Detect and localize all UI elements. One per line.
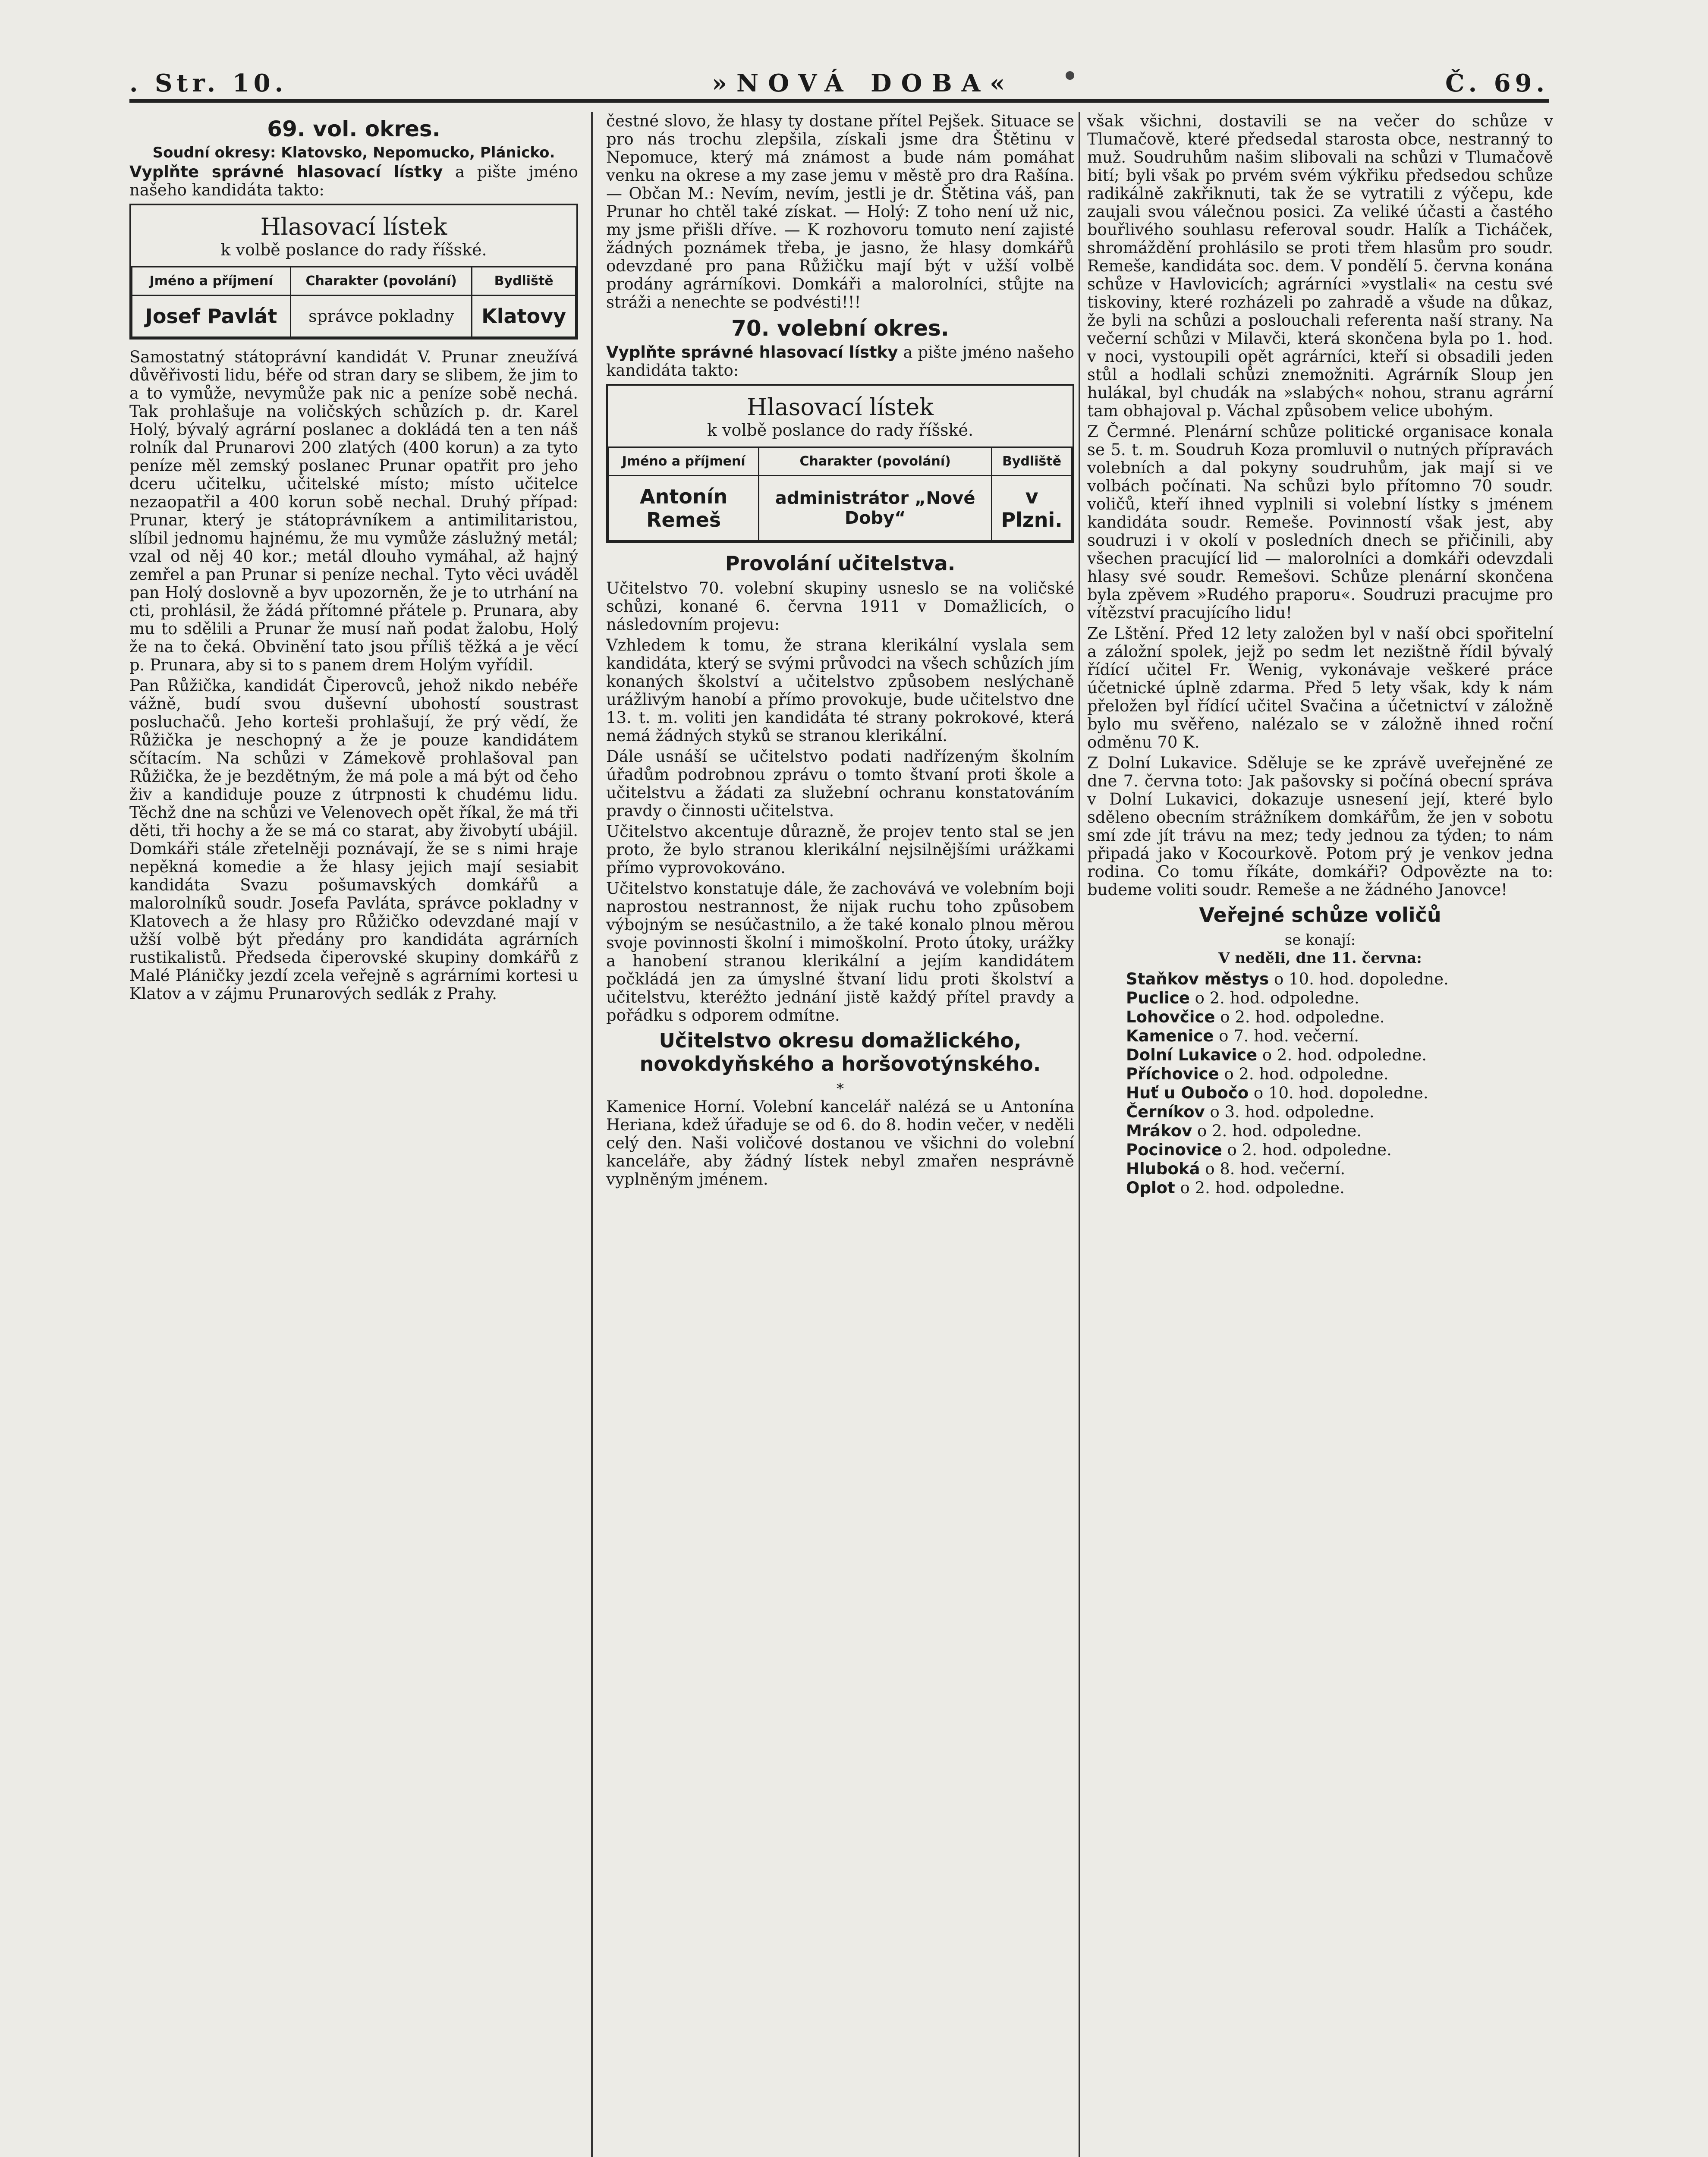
ballot-title: Hlasovací lístek [747,393,934,421]
instruction: Vyplňte správné hlasovací lístky a pište jméno našeho kandidáta takto: [129,163,578,199]
meeting-place: Příchovice [1126,1065,1219,1083]
meeting-time: o 2. hod. odpoledne. [1195,989,1359,1007]
section-heading: Provolání učitelstva. [725,552,956,575]
article-paragraph: Z Dolní Lukavice. Sděluje se ke zprávě uveřejněné ze dne 7. června toto: Jak pašovsky si počíná obecní správa v Dolní Lukavici, dokazuje usnesení její, které bylo sděleno obecním strážníkem domkářům, že jen v sobotu smí zde jít trávu na mez; tedy jednou za týden; to nám připadá jako v Kocourkově. Potom prý je venkov jedna rodina. Co tomu říkáte, domkáři? Odpovězte na to: budeme voliti soudr. Remeše a ne žádného Janovce! [1087,754,1553,899]
article-paragraph: Učitelstvo konstatuje dále, že zachovává ve volebním boji naprostou nestrannost, že nijak ruchu toho způsobem výbojným se nesúčastnilo, a že také konalo plnou měrou svoje povinnosti školní i mimoškolní. Proto útoky, urážky a hanobení stranou klerikální a jejím kandidátem počkládá jen za úmyslné štvaní lidu proti školství a učitelstvu, kteréžto jednání jistě každý přítel pravdy a pořádku s odporem odmítne. [606,879,1074,1025]
meeting-place: Hluboká [1126,1160,1200,1178]
meeting-item [1126,1122,1553,1141]
article-paragraph: Dále usnáší se učitelstvo podati nadřízeným školním úřadům podrobnou zprávu o tomto štvaní proti škole a učitelstvu a žádati za služební ochranu konstatováním pravdy o činnosti učitelstva. [606,747,1074,820]
print-blemish [1066,71,1074,80]
meeting-time: o 2. hod. odpoledne. [1227,1141,1392,1159]
meeting-place: Puclice [1126,989,1190,1007]
ballot-title: Hlasovací lístek [260,213,447,240]
meeting-time: o 10. hod. dopoledne. [1253,1084,1428,1102]
section-heading: Veřejné schůze voličů [1199,903,1441,927]
meeting-item [1126,1008,1553,1027]
meeting-place: Kamenice [1126,1027,1214,1045]
meeting-item [1126,1027,1553,1046]
meeting-place: Huť u Oubočo [1126,1084,1249,1102]
article-paragraph: čestné slovo, že hlasy ty dostane přítel Pejšek. Situace se pro nás trochu zlepšila, získali jsme dra Štětinu v Nepomuce, který má známost a bude nám pomáhat venku na okrese a my zase jemu v městě pro dra Rašína. — Občan M.: Nevím, nevím, jestli je dr. Štětina váš, pan Prunar ho chtěl také získat. — Holý: Z toho není už nic, my jsme přišli dříve. — K rozhovoru tomuto není zajisté žádných poznámek třeba, je jasno, že hlasy domkářů odevzdané pro pana Růžičku mají být v užší volbě prodány agrárníkovi. Domkáři a malorolníci, stůjte na stráži a nenechte se podvésti!!! [606,112,1074,311]
court-districts: Soudní okresy: Klatovsko, Nepomucko, Plánicko. [152,144,555,161]
column-1 [129,112,578,2157]
meeting-time: o 2. hod. odpoledne. [1220,1008,1385,1026]
ballot-subtitle: k volbě poslance do rady říšské. [707,421,974,440]
ballot-table [608,446,1073,541]
article-paragraph: Učitelstvo 70. volební skupiny usneslo se na voličské schůzi, konané 6. června 1911 v Domažlicích, o následovním projevu: [606,579,1074,634]
page-header [129,65,1549,103]
ballot-header-job: Charakter (povolání) [759,447,992,476]
candidate-name: Josef Pavlát [132,296,291,337]
article-paragraph: Z Čermné. Plenární schůze politické organisace konala se 5. t. m. Soudruh Koza promluvil o nutných přípravách volebních a dal pokyny soudruhům, jak mají si ve volbách počínati. Na schůzi bylo přítomno 70 soudr. voličů, kteří ihned vyplnili si volební lístky s jménem kandidáta soudr. Remeše. Povinností však jest, aby soudruzi i v okolí v posledních dnech se přičinili, aby všechen pracující lid — malorolníci a domkáři odevzdali hlasy své soudr. Remešovi. Schůze plenární skončena byla zpěvem »Rudého praporu«. Soudruzi pracujme pro vítězství pracujícího lidu! [1087,422,1553,622]
article-paragraph: Samostatný státoprávní kandidát V. Prunar zneužívá důvěřivosti lidu, béře od stran dary se slibem, že jim to a to vymůže, nevymůže pak nic a peníze sobě nechá. Tak prohlašuje na voličských schůzích p. dr. Karel Holý, bývalý agrární poslanec a dokládá ten a ten náš rolník dal Prunarovi 200 zlatých (400 korun) a za tyto peníze měl zemský poslanec Prunar opatřit pro jeho dceru učitelku, učitelské místo; místo učitelce nezaopatřil a 400 korun sobě nechal. Druhý případ: Prunar, který je státoprávníkem a antimilitaristou, slíbil jednomu hajnému, že mu vymůže záslužný metál; vzal od něj 40 kor.; metál dlouho vymáhal, až hajný zemřel a pan Prunar si peníze nechal. Tyto věci uváděl pan Holý doslovně a byv upozorněn, že je to utrhání na cti, prohlásil, že žádá přítomné přátele p. Prunara, aby mu to sdělili a Prunar že musí naň podat žalobu, Holý že na to čeká. Obvinění tato jsou příliš těžká a je věcí p. Prunara, aby si to s panem drem Holým vyřídil. [129,348,578,674]
column-2 [606,112,1074,2157]
ballot-table [131,266,576,338]
meeting-place: Oplot [1126,1179,1175,1197]
meeting-time: o 2. hod. odpoledne. [1262,1046,1427,1064]
column-rule [591,112,593,2157]
ballot-sample [606,384,1074,543]
meeting-time: o 7. hod. večerní. [1219,1027,1359,1045]
meeting-item [1126,1141,1553,1160]
article-paragraph: Vzhledem k tomu, že strana klerikální vyslala sem kandidáta, který se svými průvodci na všech schůzích jím konaných školství a učitelstvo způsobem neslýchaně urážlivým hanobí a přímo provokuje, bude učitelstvo dne 13. t. m. voliti jen kandidáta té strany pokrokové, která nemá žádných styků se stranou klerikální. [606,636,1074,745]
meeting-place: Dolní Lukavice [1126,1046,1258,1064]
meeting-time: o 3. hod. odpoledne. [1210,1103,1375,1121]
ballot-header-name: Jméno a příjmení [609,447,759,476]
district-heading: 70. volební okres. [731,316,949,341]
meetings-list [1087,970,1553,1198]
meeting-place: Mrákov [1126,1122,1192,1140]
meeting-time: o 2. hod. odpoledne. [1197,1122,1362,1140]
ballot-subtitle: k volbě poslance do rady říšské. [220,240,487,259]
candidate-name: Antonín Remeš [609,476,759,541]
district-heading: 69. vol. okres. [267,116,440,141]
candidate-place: Klatovy [472,296,576,337]
meeting-item [1126,1084,1553,1103]
meeting-time: o 2. hod. odpoledne. [1180,1179,1345,1197]
column-rule [1079,112,1080,2157]
meeting-item [1126,1065,1553,1084]
meeting-item [1126,970,1553,989]
meeting-time: o 10. hod. dopoledne. [1274,970,1449,988]
meeting-place: Černíkov [1126,1103,1205,1121]
article-paragraph: Pan Růžička, kandidát Čiperovců, jehož nikdo nebéře vážně, budí svou duševní ubohostí soustrast posluchačů. Jeho korteši prohlašují, že prý vědí, že Růžička je neschopný a že je pouze kandidátem sčítacím. Na schůzi v Zámekově prohlašoval pan Růžička, že je bezdětným, že má pole a má být od čeho živ a kandiduje pouze z útrpnosti k chudému lidu. Těchž dne na schůzi ve Velenovech opět říkal, že má tři děti, tři hochy a že se má co starat, aby živobytí ubájil. Domkáři stále zřetelněji poznávají, že se s nimi hraje nepěkná komedie a že hlasy jejich mají sesiabit kandidáta Svazu pošumavských domkářů a malorolníků soudr. Josefa Pavláta, správce pokladny v Klatovech a že hlasy pro Růžičko odevzdané mají v užší volbě být předány pro kandidáta agrárních rustikalistů. Předseda čiperovské skupiny domkářů z Malé Pláničky jezdí zcela veřejně s agrárními kortesi u Klatov a v zájmu Prunarových sedlák z Prahy. [129,676,578,1003]
page-number: . Str. 10. [129,69,288,97]
candidate-job: administrátor „Nové Doby“ [759,476,992,541]
issue-number: Č. 69. [1445,69,1549,97]
candidate-place: v Plzni. [992,476,1072,541]
ballot-header-place: Bydliště [992,447,1072,476]
meeting-item [1126,1160,1553,1179]
meeting-place: Lohovčice [1126,1008,1215,1026]
newspaper-title: »NOVÁ DOBA« [712,69,1015,97]
article-paragraph: Kamenice Horní. Volební kancelář nalézá se u Antonína Heriana, kdež úřaduje se od 6. do 8. hodin večer, v neděli celý den. Naši voličové dostanou ve všichni do volební kanceláře, aby žádný lístek nebyl zmařen nesprávně vyplněným jménem. [606,1097,1074,1189]
meetings-intro: se konají: [1284,931,1356,949]
column-3 [1087,112,1553,2157]
candidate-job: správce pokladny [291,296,472,337]
meeting-item [1126,1046,1553,1065]
meeting-time: o 8. hod. večerní. [1205,1160,1346,1178]
signature: Učitelstvo okresu domažlického, novokdyňského a horšovotýnského. [639,1029,1041,1075]
article-paragraph: Učitelstvo akcentuje důrazně, že projev tento stal se jen proto, že bylo stranou klerikální nejsilnějšími urážkami přímo vyprovokováno. [606,822,1074,877]
instruction: Vyplňte správné hlasovací lístky a pište jméno našeho kandidáta takto: [606,343,1074,380]
separator-star-icon: * [837,1080,844,1097]
meeting-time: o 2. hod. odpoledne. [1224,1065,1389,1083]
meeting-item [1126,1179,1553,1198]
meeting-place: Staňkov městys [1126,970,1269,988]
meetings-date: V neděli, dne 11. června: [1218,950,1422,967]
ballot-sample [129,204,578,340]
article-paragraph: však všichni, dostavili se na večer do schůze v Tlumačově, které předsedal starosta obce, nestranný to muž. Soudruhům našim slibovali na schůzi v Tlumačově bití; byli však po prvém svém výkřiku předsedou schůze radikálně zakřiknuti, tak že se vytratili z výčepu, kde zaujali svou válečnou posici. Za veliké účasti a častého bouřlivého souhlasu referoval soudr. Halík a Ticháček, shromáždění prohlásilo se proti třem hlasům pro soudr. Remeše, kandidáta soc. dem. V pondělí 5. června konána schůze v Havlovicích; agrárníci »vystlali« na cestu své tiskoviny, které rozházeli po zahradě a všude na důkaz, že byli na schůzi a poslouchali referenta naší strany. Na večerní schůzi v Milavči, která skončena byla po 1. hod. v noci, vystoupili opět agrárníci, kteří si obsadili jeden stůl a hodlali schůzi znemožniti. Agrárník Sloup jen hulákal, byl chudák na »slabých« nohou, stranu agrární tam obhajoval p. Váchal způsobem velice ubohým. [1087,112,1553,420]
ballot-header-place: Bydliště [472,267,576,296]
ballot-header-name: Jméno a příjmení [132,267,291,296]
meeting-item [1126,1103,1553,1122]
ballot-header-job: Charakter (povolání) [291,267,472,296]
meeting-item [1126,989,1553,1008]
article-paragraph: Ze Lštění. Před 12 lety založen byl v naší obci spořitelní a záložní spolek, jejž po sedm let nezištně řídil bývalý řídící učitel Fr. Wenig, vykonávaje veškeré práce účetnické úplně zdarma. Před 5 lety však, kdy k nám přeložen byl řídící učitel Svačina a účetnictví v záložně bylo mu svěřeno, nalézalo se v záložně ihned roční odměnu 70 K. [1087,624,1553,751]
meeting-place: Pocinovice [1126,1141,1222,1159]
